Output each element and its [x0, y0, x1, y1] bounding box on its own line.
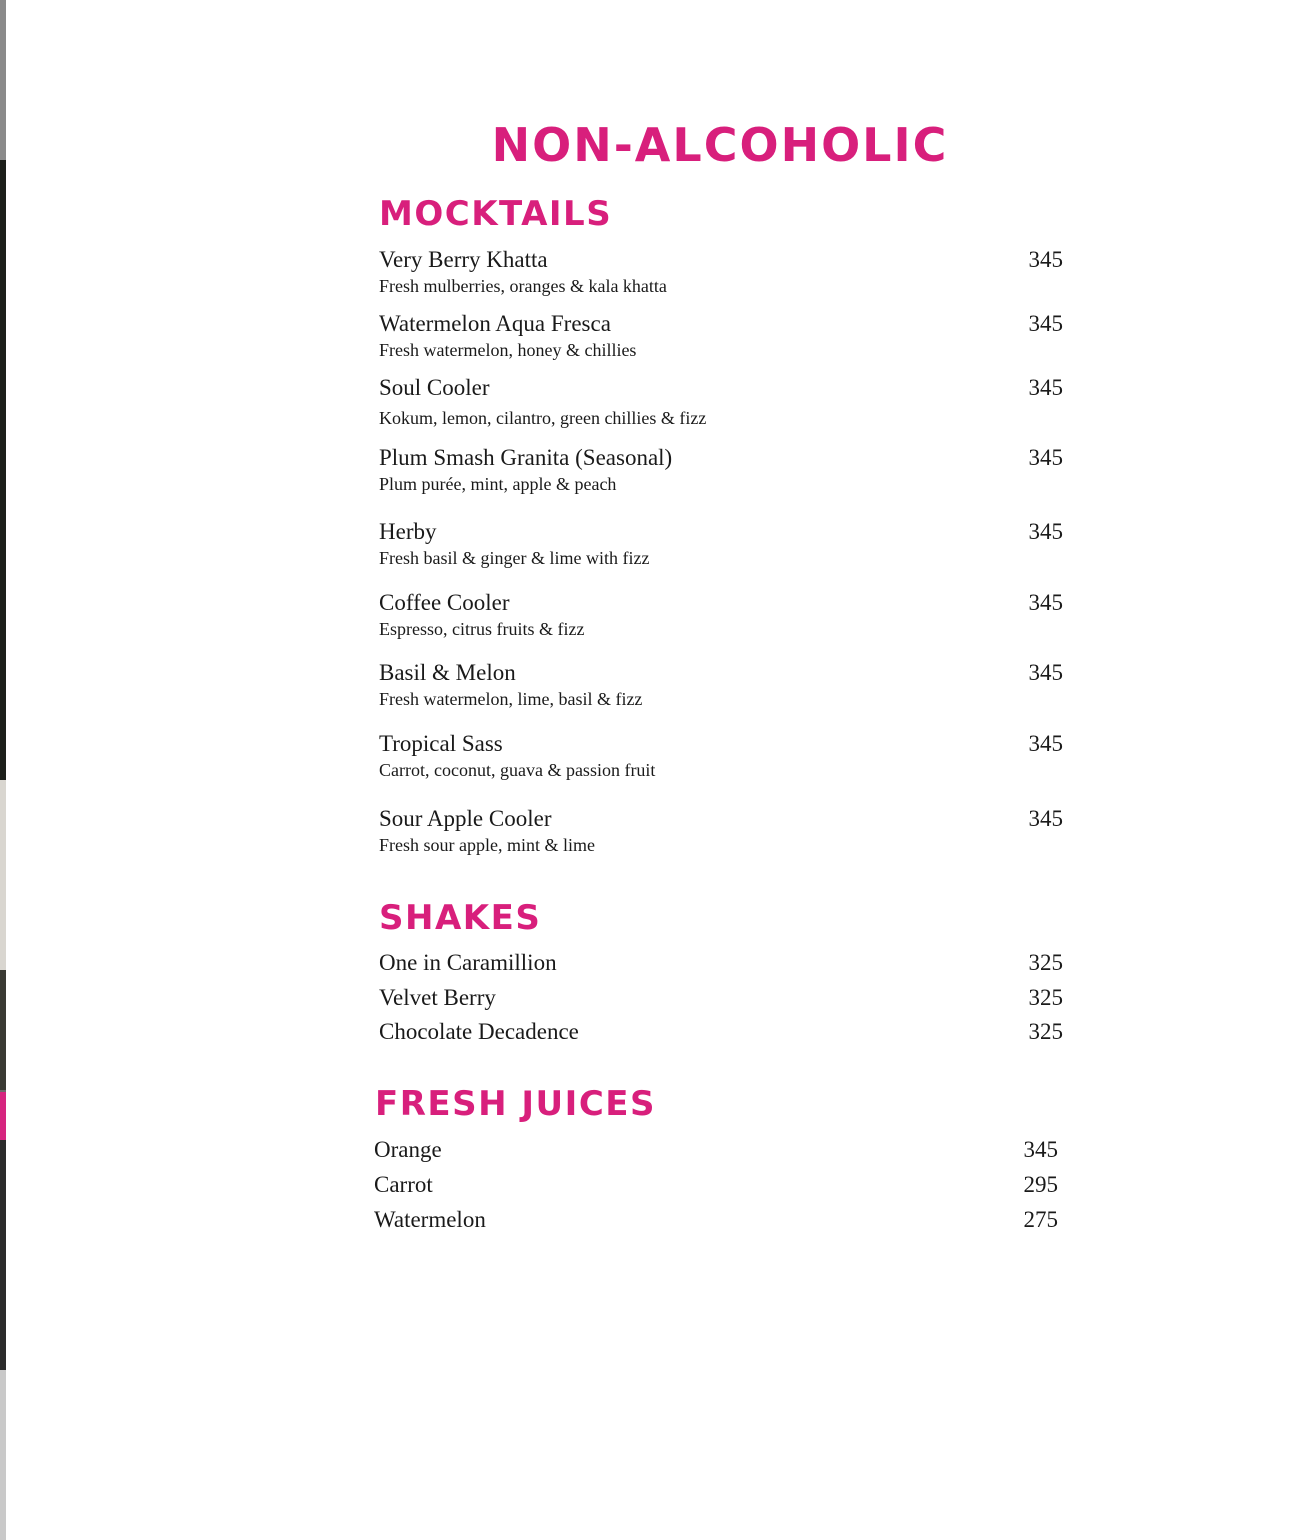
item-price: 345: [1028, 445, 1063, 470]
item-name: Herby: [379, 519, 437, 544]
item-name: Very Berry Khatta: [379, 247, 548, 272]
item-price: 345: [1028, 806, 1063, 831]
menu-item: [374, 1206, 1058, 1234]
menu-item: [379, 589, 1063, 641]
fresh-juices-heading: FRESH JUICES: [375, 1084, 656, 1124]
item-name: Velvet Berry: [379, 985, 496, 1010]
item-price: 275: [1023, 1207, 1058, 1232]
item-description: Carrot, coconut, guava & passion fruit: [379, 760, 656, 780]
page-title: NON-ALCOHOLIC: [491, 118, 949, 172]
menu-item: [379, 1018, 1063, 1046]
adjacent-page-edge: [0, 0, 6, 1540]
item-price: 345: [1023, 1137, 1058, 1162]
item-description: Fresh watermelon, honey & chillies: [379, 340, 637, 360]
item-price: 345: [1028, 590, 1063, 615]
item-price: 345: [1028, 519, 1063, 544]
item-name: Orange: [374, 1137, 442, 1162]
item-description: Fresh basil & ginger & lime with fizz: [379, 548, 650, 568]
menu-item: [379, 444, 1063, 496]
item-description: Fresh sour apple, mint & lime: [379, 835, 595, 855]
item-price: 345: [1028, 731, 1063, 756]
item-name: Plum Smash Granita (Seasonal): [379, 445, 673, 470]
item-description: Fresh mulberries, oranges & kala khatta: [379, 276, 667, 296]
shakes-heading: SHAKES: [379, 898, 542, 938]
item-name: Chocolate Decadence: [379, 1019, 579, 1044]
item-price: 345: [1028, 247, 1063, 272]
item-price: 345: [1028, 311, 1063, 336]
item-price: 325: [1028, 985, 1063, 1010]
item-price: 325: [1028, 1019, 1063, 1044]
item-price: 345: [1028, 375, 1063, 400]
menu-item: [379, 246, 1063, 298]
item-name: Carrot: [374, 1172, 433, 1197]
menu-item: [379, 659, 1063, 711]
menu-item: [379, 984, 1063, 1012]
item-name: Soul Cooler: [379, 375, 490, 400]
item-price: 295: [1023, 1172, 1058, 1197]
menu-item: [379, 805, 1063, 857]
menu-item: [379, 730, 1063, 782]
item-description: Kokum, lemon, cilantro, green chillies & fizz: [379, 408, 707, 428]
mocktails-heading: MOCKTAILS: [379, 194, 613, 234]
item-description: Plum purée, mint, apple & peach: [379, 474, 617, 494]
item-name: Coffee Cooler: [379, 590, 510, 615]
item-name: Tropical Sass: [379, 731, 503, 756]
item-name: Sour Apple Cooler: [379, 806, 552, 831]
item-name: Watermelon: [374, 1207, 486, 1232]
item-name: One in Caramillion: [379, 950, 557, 975]
menu-item: [379, 310, 1063, 362]
item-price: 325: [1028, 950, 1063, 975]
item-name: Basil & Melon: [379, 660, 516, 685]
menu-item: [379, 518, 1063, 570]
item-name: Watermelon Aqua Fresca: [379, 311, 611, 336]
item-price: 345: [1028, 660, 1063, 685]
item-description: Espresso, citrus fruits & fizz: [379, 619, 585, 639]
menu-item: [379, 949, 1063, 977]
menu-item: [374, 1171, 1058, 1199]
item-description: Fresh watermelon, lime, basil & fizz: [379, 689, 643, 709]
menu-item: [379, 374, 1063, 430]
menu-item: [374, 1136, 1058, 1164]
